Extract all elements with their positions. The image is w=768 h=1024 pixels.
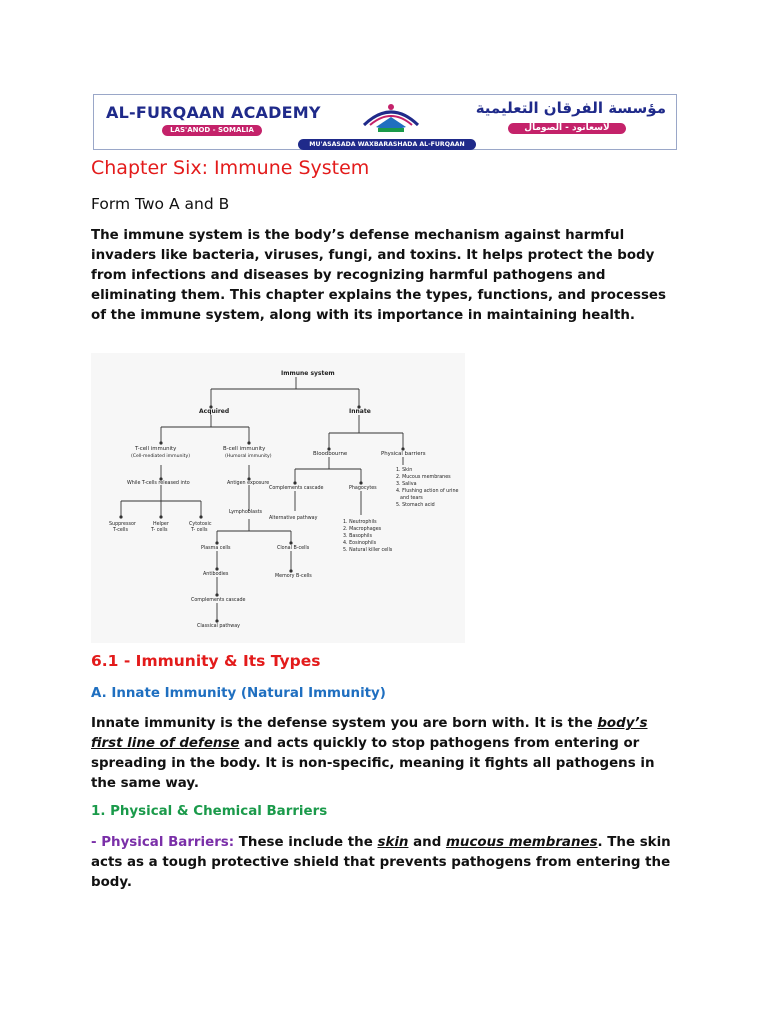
location-badge: LAS'ANOD - SOMALIA [162, 125, 262, 136]
barriers-heading: 1. Physical & Chemical Barriers [91, 804, 328, 819]
arabic-name: مؤسسة الفرقان التعليمية [475, 99, 666, 117]
node-innate: Innate [349, 408, 371, 415]
phagocyte-item-5: 5. Natural killer cells [343, 548, 393, 553]
header-banner [93, 94, 677, 150]
physical-text-1: These include the [234, 835, 378, 850]
phagocyte-list [343, 519, 393, 553]
node-antibodies: Antibodies [203, 572, 229, 577]
node-alternative-pathway: Alternative pathway [269, 516, 318, 521]
node-helper: Helper [153, 522, 169, 527]
barrier-item-5: 5. Stomach acid [396, 503, 435, 508]
tagline-badge: MU'ASASADA WAXBARASHADA AL-FURQAAN [298, 139, 476, 150]
node-acquired: Acquired [199, 408, 230, 415]
node-cytotoxic: Cytotoxic [189, 522, 212, 527]
node-complement-cascade: Complements cascade [269, 486, 324, 491]
innate-text-1: Innate immunity is the defense system you are born with. It is the [91, 716, 598, 731]
first-line-defense-emphasis: body’s first line of defense [91, 716, 648, 751]
skin-emphasis: skin [377, 835, 409, 850]
academy-name: AL-FURQAAN ACADEMY [106, 103, 321, 122]
node-tcell-sub: (Cell-mediated immunity) [131, 454, 190, 459]
innate-paragraph [91, 714, 681, 794]
academy-logo-icon [356, 97, 426, 137]
node-bcell-immunity: B-cell immunity [223, 446, 266, 452]
node-physical-barriers: Physical barriers [381, 451, 426, 457]
node-suppressor: Suppressor [109, 522, 136, 527]
innate-immunity-heading: A. Innate Immunity (Natural Immunity) [91, 686, 386, 701]
physical-and: and [408, 835, 446, 850]
section-title: 6.1 - Immunity & Its Types [91, 652, 321, 670]
node-bloodborne: Bloodbourne [313, 451, 348, 457]
intro-paragraph: The immune system is the body’s defense mechanism against harmful invaders like bacteria, viruses, fungi, and toxins. It helps protect the body from infections and diseases by recognizing harmful pathogens and eliminating them. This chapter explains the types, functions, and processes of the immune system, along with its importance in maintaining health. [91, 228, 666, 323]
node-cytotoxic-2: T- cells [191, 528, 208, 533]
phagocyte-item-1: 1. Neutrophils [343, 520, 377, 525]
phagocyte-item-2: 2. Macrophages [343, 527, 382, 532]
physical-barriers-paragraph [91, 833, 681, 893]
barrier-item-3: 3. Saliva [396, 482, 417, 487]
form-title: Form Two A and B [91, 195, 230, 213]
node-tcell-immunity: T-cell immunity [135, 446, 177, 452]
node-clonal-bcells: Clonal B-cells [277, 546, 310, 551]
barrier-item-4: 4. Flushing action of urine [396, 489, 459, 494]
node-antigen-exposure: Antigen exposure [227, 481, 270, 486]
barrier-item-4b: and tears [400, 496, 423, 501]
physical-text-2: . The skin acts as a tough protective shield that prevents pathogens from entering the body. [91, 835, 671, 890]
mucous-emphasis: mucous membranes [445, 835, 598, 850]
phagocyte-item-4: 4. Eosinophils [343, 541, 377, 546]
chapter-title: Chapter Six: Immune System [91, 157, 370, 179]
node-classical-pathway: Classical pathway [197, 624, 240, 629]
node-memory-bcells: Memory B-cells [275, 574, 312, 579]
diagram-svg [91, 353, 465, 643]
barrier-item-1: 1. Skin [396, 468, 413, 473]
physical-barrier-list [396, 467, 459, 508]
node-bcell-sub: (Humoral immunity) [225, 454, 272, 459]
node-complement-cascade-2: Complements cascade [191, 598, 246, 603]
node-phagocytes: Phagocytes [349, 486, 377, 491]
immune-system-diagram [91, 353, 465, 643]
node-plasma-cells: Plasma cells [201, 546, 231, 551]
node-tcells-released: While T-cells released into [127, 481, 190, 486]
phagocyte-item-3: 3. Basophils [343, 534, 373, 539]
node-suppressor-2: T-cells [113, 528, 128, 533]
node-lymphoblasts: Lymphoblasts [229, 510, 262, 515]
node-helper-2: T- cells [151, 528, 168, 533]
arabic-location-badge: لاسعانود - الصومال [508, 123, 626, 134]
diagram-arrowheads [119, 405, 404, 622]
physical-barriers-label: - Physical Barriers: [91, 835, 235, 850]
node-immune-system: Immune system [281, 370, 335, 377]
innate-text-2: and acts quickly to stop pathogens from entering or spreading in the body. It is non-specific, meaning it fights all pathogens in the same way. [91, 735, 655, 791]
barrier-item-2: 2. Mucous membranes [396, 475, 451, 480]
